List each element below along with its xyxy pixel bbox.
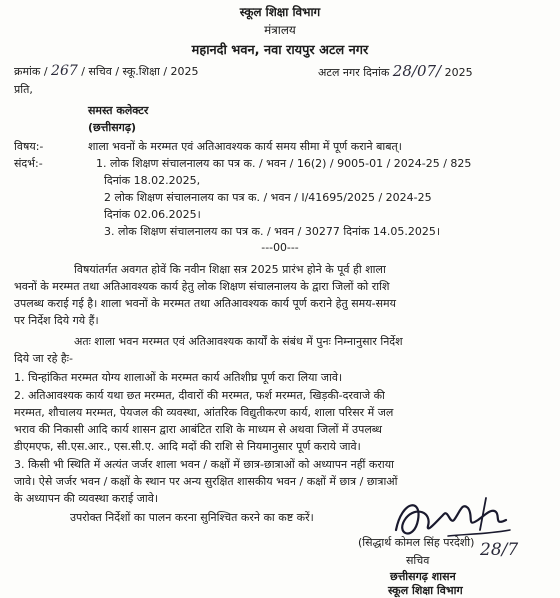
para2-line2: दिये जा रहे हैः- xyxy=(14,352,73,365)
header-address: महानदी भवन, नवा रायपुर अटल नगर xyxy=(191,43,369,58)
reference-line1: 1. लोक शिक्षण संचालनालय का पत्र क. / भवन / 16(2) / 9005-01 / 2024-25 / 825 xyxy=(96,157,472,170)
para1-line1: विषयांतर्गत अवगत होवें कि नवीन शिक्षा सत्र 2025 प्रारंभ होने के पूर्व ही शाला xyxy=(74,263,386,276)
header-dept: स्कूल शिक्षा विभाग xyxy=(239,5,321,19)
date-handwritten: 28/07/ xyxy=(392,62,442,80)
signatory-govt: छत्तीसगढ़ शासन xyxy=(390,570,456,583)
date-line xyxy=(318,62,473,80)
subject-text: शाला भवनों के मरम्मत एवं अतिआवश्यक कार्य समय सीमा में पूर्ण कराने बाबत्। xyxy=(88,140,402,153)
item-3-line3: के अध्यापन की व्यवस्था कराई जावे। xyxy=(14,492,159,505)
item-2-line2: मरम्मत, शौचालय मरम्मत, पेयजल की व्यवस्था, आंतरिक विद्युतीकरण कार्य, शाला परिसर में जल xyxy=(14,406,394,419)
signature-date-handwritten: 28/7 xyxy=(480,540,519,560)
ref-prefix: क्रमांक / xyxy=(14,65,48,78)
header-ministry: मंत्रालय xyxy=(264,23,296,37)
ref-suffix: / सचिव / स्कू.शिक्षा / 2025 xyxy=(81,65,199,78)
item-1: 1. चिन्हांकित मरम्मत योग्य शालाओं के मरम्मत कार्य अतिशीघ्र पूर्ण करा लिया जावे। xyxy=(14,371,343,384)
divider: ---00--- xyxy=(261,241,299,254)
item-3-line1: 3. किसी भी स्थिति में अत्यंत जर्जर शाला भवन / कक्षों में छात्र-छात्राओं को अध्यापन नहीं कराया xyxy=(14,458,394,471)
reference-label: संदर्भ:- xyxy=(14,157,43,170)
signatory-name: (सिद्धार्थ कोमल सिंह परदेशी) xyxy=(358,536,475,549)
addressee-line1: समस्त कलेक्टर xyxy=(88,104,149,117)
signatory-dept: स्कूल शिक्षा विभाग xyxy=(388,584,463,597)
item-2-line3: भराव की निकासी आदि कार्य शासन द्वारा आबंटित राशि के माध्यम से अथवा जिलों में उपलब्ध xyxy=(14,423,382,436)
reference-line3: 2 लोक शिक्षण संचालनालय का पत्र क. / भवन / I/41695/2025 / 2024-25 xyxy=(104,191,432,204)
date-prefix: अटल नगर दिनांक xyxy=(318,66,390,79)
para1-line2: भवनों के मरम्मत तथा अतिआवश्यक कार्य हेतु लोक शिक्षण संचालनालय के द्वारा जिलों को राशि xyxy=(14,280,390,293)
reference-line2: दिनांक 18.02.2025, xyxy=(104,174,201,187)
signatory-title: सचिव xyxy=(406,554,430,567)
item-3-line2: जावे। ऐसे जर्जर भवन / कक्षों के स्थान पर अन्य सुरक्षित शासकीय भवन / कक्षों में छात्र / छात्राओं xyxy=(14,475,398,488)
para1-line4: पर निर्देश दिये गये हैं। xyxy=(14,314,99,327)
ref-line xyxy=(14,63,199,79)
reference-line5: 3. लोक शिक्षण संचालनालय का पत्र क. / भवन / 30277 दिनांक 14.05.2025। xyxy=(104,225,441,238)
addressee-line2: (छत्तीसगढ़) xyxy=(88,121,137,134)
closing-line: उपरोक्त निर्देशों का पालन करना सुनिश्चित करने का कष्ट करें। xyxy=(70,511,314,524)
date-year: 2025 xyxy=(444,66,473,79)
para1-line3: उपलब्ध कराई गई है। शाला भवनों के मरम्मत तथा अतिआवश्यक कार्य पूर्ण कराने हेतु समय-समय xyxy=(14,297,396,310)
reference-line4: दिनांक 02.06.2025। xyxy=(104,208,201,221)
ref-number-handwritten: 267 xyxy=(51,63,78,79)
item-2-line1: 2. अतिआवश्यक कार्य यथा छत मरम्मत, दीवारों की मरम्मत, फर्श मरम्मत, खिड़की-दरवाजे की xyxy=(14,389,385,402)
item-2-line4: डीएमएफ, सी.एस.आर., एस.सी.ए. आदि मदों की राशि से नियमानुसार पूर्ण कराये जावे। xyxy=(14,440,361,453)
para2-line1: अतः शाला भवन मरम्मत एवं अतिआवश्यक कार्यों के संबंध में पुनः निम्नानुसार निर्देश xyxy=(74,335,403,348)
prati: प्रति, xyxy=(14,83,33,96)
subject-label: विषय:- xyxy=(14,140,44,153)
